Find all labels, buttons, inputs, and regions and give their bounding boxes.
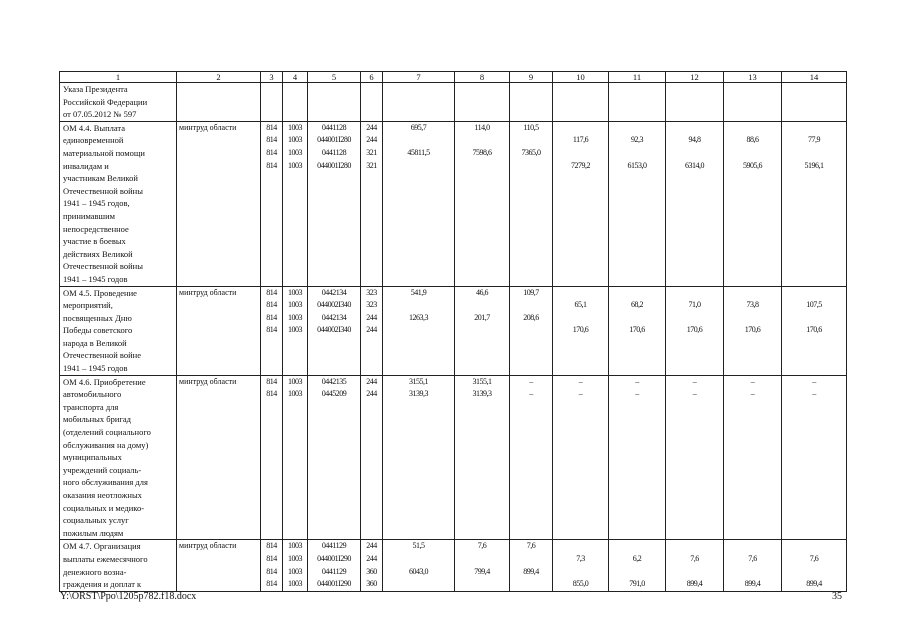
empty-cell: [383, 83, 455, 122]
cell-value: [510, 134, 552, 147]
value-cell: [455, 375, 510, 540]
cell-value: 044001I290: [317, 579, 351, 589]
measure-title: ОМ 4.6. Приобретение автомобильного транспорта для мобильных бригад (отделений социального обслуживания на дому) муниципальных учреждений социаль- ного обслуживания для оказания неотложных социальных и медико- социальных услуг пожилым людям: [60, 375, 177, 540]
intro-row: [60, 83, 847, 122]
cell-value: [666, 312, 723, 325]
value-cell: [553, 121, 609, 286]
cell-value: 044002I340: [317, 300, 351, 310]
cell-value: [724, 540, 781, 553]
cell-value: –: [692, 389, 697, 399]
value-cell: [609, 375, 666, 540]
cell-value: 799,4: [474, 566, 490, 576]
value-cell: [261, 375, 283, 540]
cell-value: [553, 287, 608, 300]
cell-value: 3155,1: [472, 376, 492, 386]
cell-value: 7598,6: [472, 147, 492, 157]
cell-value: 360: [366, 566, 377, 576]
cell-value: [666, 122, 723, 135]
cell-value: 6,2: [632, 553, 642, 563]
value-cell: [455, 540, 510, 591]
cell-value: 695,7: [410, 122, 427, 132]
cell-value: [553, 566, 608, 579]
cell-value: 109,7: [523, 287, 539, 297]
cell-value: [383, 324, 454, 337]
executor-cell: минтруд области: [177, 286, 261, 375]
value-cell: [361, 121, 383, 286]
empty-cell: [361, 83, 383, 122]
page-number: 35: [832, 591, 842, 602]
value-cell: [553, 375, 609, 540]
cell-value: [510, 578, 552, 591]
cell-value: 170,6: [744, 325, 761, 335]
column-number: 14: [782, 72, 847, 83]
cell-value: 321: [366, 147, 377, 157]
cell-value: –: [529, 376, 533, 386]
value-cell: [283, 540, 308, 591]
value-cell: [666, 121, 724, 286]
cell-value: [609, 147, 665, 160]
value-cell: [782, 121, 847, 286]
value-cell: [383, 375, 455, 540]
cell-value: 77,9: [808, 135, 820, 145]
executor-cell: минтруд области: [177, 375, 261, 540]
measure-title: ОМ 4.5. Проведение мероприятий, посвященных Дню Победы советского народа в Великой Отечественной войне 1941 – 1945 годов: [60, 286, 177, 375]
cell-value: 45811,5: [407, 147, 430, 157]
cell-value: 1003: [288, 160, 302, 170]
cell-value: 814: [266, 389, 277, 399]
measure-row: [60, 375, 847, 540]
cell-value: 5905,6: [743, 160, 762, 170]
empty-cell: [283, 83, 308, 122]
cell-value: 044001I280: [317, 160, 351, 170]
cell-value: 814: [266, 300, 277, 310]
cell-value: 791,0: [629, 579, 645, 589]
cell-value: 170,6: [629, 325, 645, 335]
cell-value: 244: [366, 325, 377, 335]
cell-value: 855,0: [572, 579, 589, 589]
cell-value: 71,0: [688, 300, 701, 310]
cell-value: 0442134: [321, 312, 347, 322]
cell-value: 899,4: [806, 579, 822, 589]
cell-value: 1003: [288, 147, 302, 157]
cell-value: 244: [366, 312, 377, 322]
measure-title: ОМ 4.4. Выплата единовременной материальной помощи инвалидам и участникам Великой Отечественной войны 1941 – 1945 годов, принимавшим непосредственное участие в боевых действиях Великой Отечественной войны 1941 – 1945 годов: [60, 121, 177, 286]
value-cell: [308, 375, 361, 540]
cell-value: 201,7: [474, 312, 490, 322]
cell-value: 208,6: [523, 312, 539, 322]
cell-value: 814: [266, 541, 277, 551]
cell-value: 1003: [288, 287, 302, 297]
empty-cell: [455, 83, 510, 122]
measure-title: ОМ 4.7. Организация выплаты ежемесячного денежного возна- граждения и доплат к: [60, 540, 177, 591]
value-cell: [724, 121, 782, 286]
cell-value: 244: [366, 553, 377, 563]
cell-value: [782, 312, 846, 325]
cell-value: [553, 312, 608, 325]
column-number: 11: [609, 72, 666, 83]
cell-value: 0442135: [321, 376, 347, 386]
cell-value: 73,8: [746, 300, 759, 310]
cell-value: 814: [266, 147, 277, 157]
value-cell: [283, 121, 308, 286]
cell-value: 6153,0: [627, 160, 647, 170]
value-cell: [308, 286, 361, 375]
cell-value: 0441129: [321, 566, 347, 576]
cell-value: 814: [266, 325, 277, 335]
cell-value: [609, 540, 665, 553]
cell-value: 1003: [288, 376, 302, 386]
column-number: 12: [666, 72, 724, 83]
cell-value: 46,6: [476, 287, 488, 297]
value-cell: [510, 375, 553, 540]
value-cell: [553, 540, 609, 591]
column-number: 9: [510, 72, 553, 83]
cell-value: 94,8: [688, 135, 701, 145]
cell-value: 170,6: [806, 325, 822, 335]
empty-cell: [666, 83, 724, 122]
column-number: 10: [553, 72, 609, 83]
cell-value: [510, 553, 552, 566]
value-cell: [724, 286, 782, 375]
cell-value: [666, 287, 723, 300]
cell-value: 7,6: [477, 541, 487, 551]
cell-value: 899,4: [523, 566, 539, 576]
cell-value: –: [635, 389, 639, 399]
cell-value: 244: [366, 122, 377, 132]
cell-value: [724, 312, 781, 325]
value-cell: [383, 121, 455, 286]
cell-value: 65,1: [574, 300, 587, 310]
cell-value: 044001I290: [317, 553, 351, 563]
cell-value: [383, 160, 454, 173]
cell-value: –: [750, 389, 755, 399]
column-number: 2: [177, 72, 261, 83]
value-cell: [361, 375, 383, 540]
measure-row: [60, 540, 847, 591]
cell-value: [609, 287, 665, 300]
cell-value: [609, 312, 665, 325]
executor-cell: минтруд области: [177, 540, 261, 591]
cell-value: [383, 299, 454, 312]
cell-value: [383, 134, 454, 147]
footer-file-path: Y:\ORST\Ppo\1205p782.f18.docx: [60, 591, 197, 602]
cell-value: 7279,2: [571, 160, 590, 170]
value-cell: [782, 375, 847, 540]
cell-value: 3139,3: [409, 389, 428, 399]
cell-value: –: [812, 389, 816, 399]
value-cell: [261, 540, 283, 591]
value-cell: [283, 286, 308, 375]
cell-value: 814: [266, 553, 277, 563]
cell-value: 1003: [288, 300, 302, 310]
value-cell: [510, 286, 553, 375]
cell-value: 6314,0: [685, 160, 704, 170]
cell-value: 814: [266, 122, 277, 132]
cell-value: 0442134: [321, 287, 347, 297]
cell-value: 7,3: [576, 553, 585, 563]
value-cell: [782, 540, 847, 591]
cell-value: [609, 122, 665, 135]
cell-value: 3139,3: [472, 389, 492, 399]
value-cell: [455, 121, 510, 286]
empty-cell: [308, 83, 361, 122]
value-cell: [308, 121, 361, 286]
cell-value: [553, 147, 608, 160]
value-cell: [308, 540, 361, 591]
cell-value: 114,0: [474, 122, 490, 132]
cell-value: 1003: [288, 553, 302, 563]
measure-row: [60, 286, 847, 375]
empty-cell: [261, 83, 283, 122]
cell-value: 107,5: [806, 300, 822, 310]
cell-value: 0441129: [321, 541, 347, 551]
column-number: 1: [60, 72, 177, 83]
cell-value: 899,4: [686, 579, 703, 589]
cell-value: [455, 578, 509, 591]
column-number: 3: [261, 72, 283, 83]
cell-value: 117,6: [572, 135, 589, 145]
cell-value: [782, 566, 846, 579]
empty-cell: [510, 83, 553, 122]
cell-value: [724, 122, 781, 135]
cell-value: 110,5: [523, 122, 539, 132]
cell-value: 323: [366, 287, 377, 297]
cell-value: –: [692, 376, 697, 386]
cell-value: 360: [366, 579, 377, 589]
value-cell: [553, 286, 609, 375]
value-cell: [666, 540, 724, 591]
value-cell: [261, 286, 283, 375]
cell-value: 541,9: [410, 287, 427, 297]
cell-value: [455, 324, 509, 337]
value-cell: [283, 375, 308, 540]
cell-value: [724, 287, 781, 300]
empty-cell: [553, 83, 609, 122]
cell-value: 244: [366, 389, 377, 399]
value-cell: [361, 286, 383, 375]
cell-value: [553, 122, 608, 135]
cell-value: 1003: [288, 541, 302, 551]
cell-value: [510, 299, 552, 312]
column-number: 6: [361, 72, 383, 83]
budget-table: [59, 71, 847, 592]
cell-value: [383, 578, 454, 591]
cell-value: [666, 147, 723, 160]
cell-value: 1003: [288, 566, 302, 576]
cell-value: –: [750, 376, 755, 386]
cell-value: [666, 540, 723, 553]
cell-value: 6043,0: [409, 566, 428, 576]
cell-value: –: [635, 376, 639, 386]
cell-value: 1003: [288, 135, 302, 145]
cell-value: 244: [366, 376, 377, 386]
empty-cell: [782, 83, 847, 122]
cell-value: 0445209: [321, 389, 347, 399]
value-cell: [383, 286, 455, 375]
cell-value: 244: [366, 135, 377, 145]
cell-value: [666, 566, 723, 579]
cell-value: [553, 540, 608, 553]
executor-cell: минтруд области: [177, 121, 261, 286]
cell-value: [782, 287, 846, 300]
value-cell: [782, 286, 847, 375]
cell-value: 323: [366, 300, 377, 310]
cell-value: 814: [266, 579, 277, 589]
cell-value: –: [812, 376, 816, 386]
value-cell: [361, 540, 383, 591]
cell-value: [455, 299, 509, 312]
cell-value: [383, 553, 454, 566]
cell-value: [609, 566, 665, 579]
cell-value: 1003: [288, 325, 302, 335]
measure-row: [60, 121, 847, 286]
cell-value: 044002I340: [317, 325, 351, 335]
cell-value: 244: [366, 541, 377, 551]
empty-cell: [609, 83, 666, 122]
cell-value: 7,6: [526, 541, 536, 551]
cell-value: 814: [266, 135, 277, 145]
value-cell: [609, 121, 666, 286]
value-cell: [609, 286, 666, 375]
cell-value: 814: [266, 566, 277, 576]
cell-value: [782, 147, 846, 160]
column-number-row: [60, 72, 847, 83]
cell-value: –: [578, 376, 583, 386]
cell-value: 1003: [288, 389, 302, 399]
cell-value: 1003: [288, 579, 302, 589]
cell-value: [510, 160, 552, 173]
cell-value: [455, 134, 509, 147]
cell-value: [724, 147, 781, 160]
cell-value: 1003: [288, 312, 302, 322]
intro-text: Указа Президента Российской Федерации от 07.05.2012 № 597: [60, 83, 177, 122]
column-number: 8: [455, 72, 510, 83]
cell-value: 51,5: [412, 541, 425, 551]
cell-value: 814: [266, 287, 277, 297]
empty-cell: [177, 83, 261, 122]
value-cell: [724, 540, 782, 591]
cell-value: 7,6: [809, 553, 819, 563]
cell-value: 7365,0: [521, 147, 541, 157]
column-number: 13: [724, 72, 782, 83]
cell-value: 321: [366, 160, 377, 170]
value-cell: [455, 286, 510, 375]
value-cell: [510, 540, 553, 591]
value-cell: [383, 540, 455, 591]
cell-value: [455, 553, 509, 566]
cell-value: 814: [266, 160, 277, 170]
value-cell: [261, 121, 283, 286]
cell-value: 814: [266, 312, 277, 322]
cell-value: 88,6: [746, 135, 759, 145]
value-cell: [666, 375, 724, 540]
cell-value: [724, 566, 781, 579]
cell-value: 1263,3: [409, 312, 428, 322]
column-number: 4: [283, 72, 308, 83]
cell-value: 0441128: [321, 147, 347, 157]
value-cell: [609, 540, 666, 591]
cell-value: 68,2: [631, 300, 643, 310]
value-cell: [724, 375, 782, 540]
cell-value: [510, 324, 552, 337]
cell-value: 1003: [288, 122, 302, 132]
cell-value: 7,6: [748, 553, 757, 563]
cell-value: [782, 540, 846, 553]
cell-value: 0441128: [321, 122, 347, 132]
cell-value: 7,6: [690, 553, 699, 563]
cell-value: 814: [266, 376, 277, 386]
cell-value: –: [529, 389, 533, 399]
cell-value: 3155,1: [409, 376, 428, 386]
cell-value: 92,3: [631, 135, 643, 145]
cell-value: [455, 160, 509, 173]
column-number: 5: [308, 72, 361, 83]
cell-value: [782, 122, 846, 135]
cell-value: –: [578, 389, 583, 399]
empty-cell: [724, 83, 782, 122]
value-cell: [510, 121, 553, 286]
cell-value: 5196,1: [804, 160, 824, 170]
cell-value: 899,4: [744, 579, 761, 589]
cell-value: 170,6: [572, 325, 589, 335]
column-number: 7: [383, 72, 455, 83]
cell-value: 170,6: [686, 325, 703, 335]
value-cell: [666, 286, 724, 375]
cell-value: 044001I280: [317, 135, 351, 145]
